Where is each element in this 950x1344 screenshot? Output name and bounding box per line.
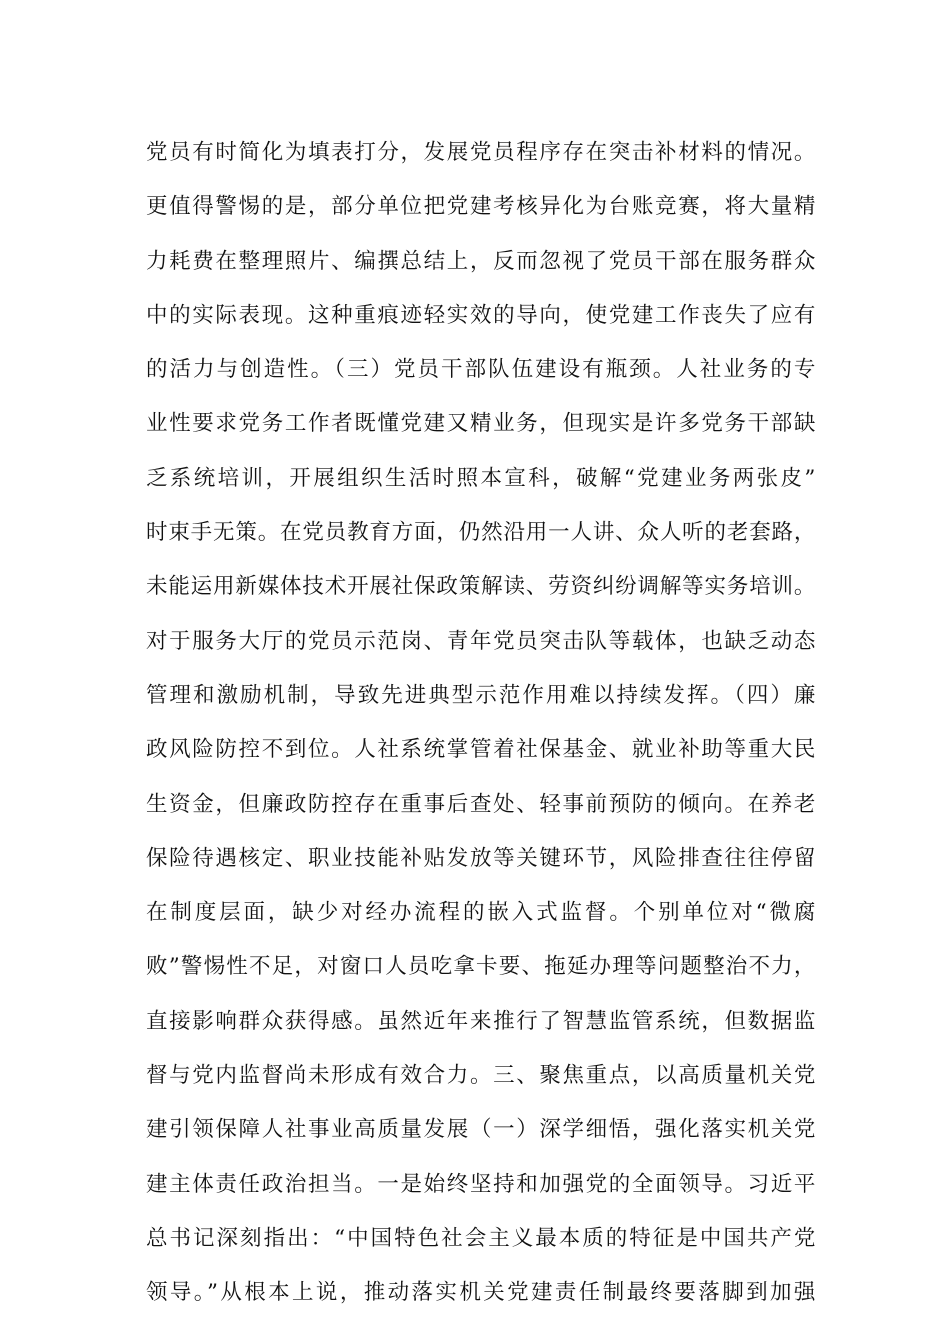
text-line: 保险待遇核定、职业技能补贴发放等关键环节，风险排查往往停留 [146,845,816,871]
text-line: 时束手无策。在党员教育方面，仍然沿用一人讲、众人听的老套路， [146,520,816,546]
text-line: 在制度层面，缺少对经办流程的嵌入式监督。个别单位对“微腐 [146,900,816,926]
text-line: 乏系统培训，开展组织生活时照本宣科，破解“党建业务两张皮” [146,465,816,491]
text-line: 建引领保障人社事业高质量发展（一）深学细悟，强化落实机关党 [146,1117,816,1143]
text-line: 未能运用新媒体技术开展社保政策解读、劳资纠纷调解等实务培训。 [146,574,816,600]
text-line: 中的实际表现。这种重痕迹轻实效的导向，使党建工作丧失了应有 [146,302,816,328]
text-line: 领导。”从根本上说，推动落实机关党建责任制最终要落脚到加强 [146,1280,816,1306]
text-line: 管理和激励机制，导致先进典型示范作用难以持续发挥。（四）廉 [146,682,816,708]
text-line: 督与党内监督尚未形成有效合力。三、聚焦重点，以高质量机关党 [146,1063,816,1089]
text-line: 的活力与创造性。（三）党员干部队伍建设有瓶颈。人社业务的专 [146,357,816,383]
text-line: 政风险防控不到位。人社系统掌管着社保基金、就业补助等重大民 [146,737,816,763]
text-line: 对于服务大厅的党员示范岗、青年党员突击队等载体，也缺乏动态 [146,628,816,654]
text-line: 更值得警惕的是，部分单位把党建考核异化为台账竞赛，将大量精 [146,194,816,220]
text-line: 败”警惕性不足，对窗口人员吃拿卡要、拖延办理等问题整治不力， [146,954,816,980]
text-line: 总书记深刻指出：“中国特色社会主义最本质的特征是中国共产党 [146,1225,816,1251]
text-line: 建主体责任政治担当。一是始终坚持和加强党的全面领导。习近平 [146,1171,816,1197]
text-line: 直接影响群众获得感。虽然近年来推行了智慧监管系统，但数据监 [146,1008,816,1034]
text-line: 力耗费在整理照片、编撰总结上，反而忽视了党员干部在服务群众 [146,248,816,274]
body-text [146,126,816,1321]
text-line: 业性要求党务工作者既懂党建又精业务，但现实是许多党务干部缺 [146,411,816,437]
text-line: 党员有时简化为填表打分，发展党员程序存在突击补材料的情况。 [146,140,816,165]
text-line: 生资金，但廉政防控存在重事后查处、轻事前预防的倾向。在养老 [146,791,816,817]
